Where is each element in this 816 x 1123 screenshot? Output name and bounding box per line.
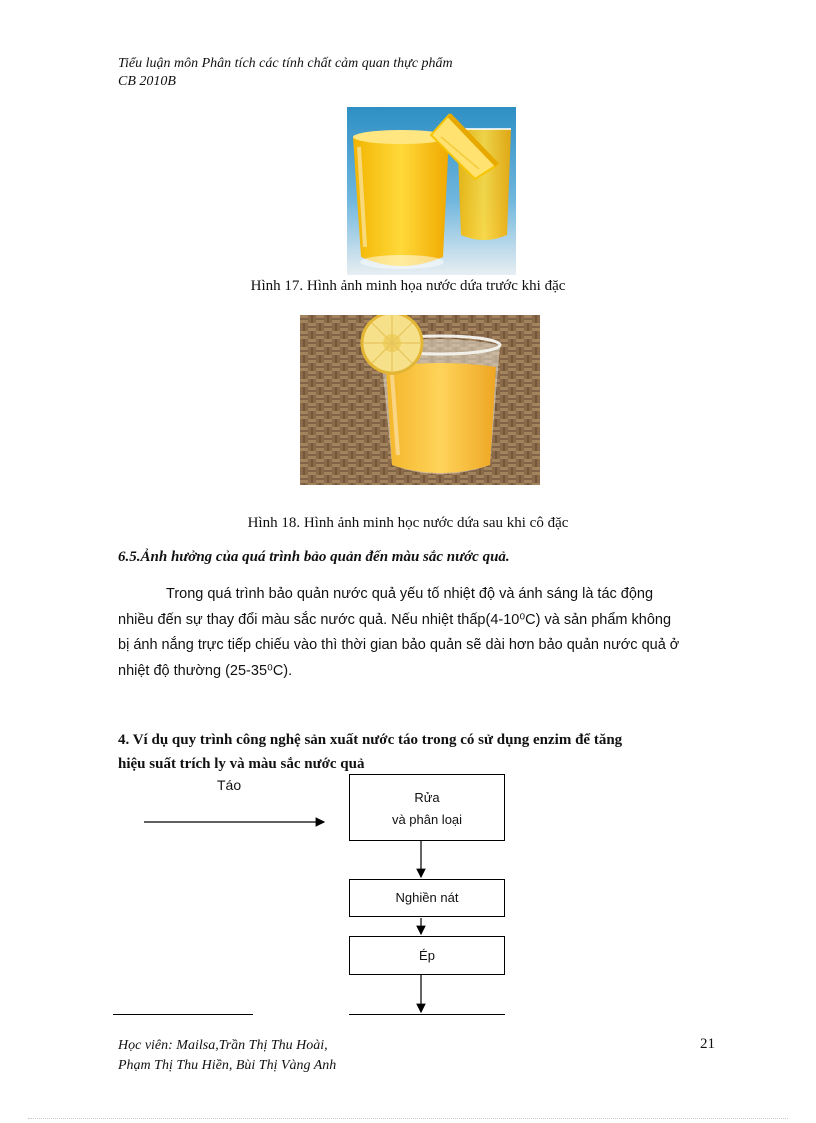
paragraph-line-2: nhiều đến sự thay đổi màu sắc nước quả. Nếu nhiệt thấp(4-10⁰C) và sản phẩm không (118, 611, 672, 628)
step-press (349, 936, 505, 975)
step-crush (349, 879, 505, 917)
step-press-label: Ép (419, 948, 435, 963)
step-wash-label: Rửa (414, 790, 440, 805)
section-6-5-title: 6.5.Ảnh hưởng của quá trình bảo quản đến màu sắc nước quả. (118, 549, 510, 565)
figure-18-caption: Hình 18. Hình ảnh minh học nước dứa sau khi cô đặc (247, 515, 569, 531)
flow-continuation-rule (349, 1014, 505, 1015)
footer-authors-line-2: Phạm Thị Thu Hiền, Bùi Thị Vàng Anh (118, 1058, 337, 1073)
heading-4-line-1: 4. Ví dụ quy trình công nghệ sản xuất nước táo trong có sử dụng enzim để tăng (118, 732, 623, 748)
pineapple-juice-photo-after (300, 315, 540, 485)
step-sort-label: và phân loại (391, 812, 463, 827)
running-header-title: Tiểu luận môn Phân tích các tính chất cảm quan thực phẩm (118, 56, 453, 71)
figure-17-caption: Hình 17. Hình ảnh minh họa nước dứa trước khi đặc (250, 278, 566, 294)
footer-authors-line-1: Học viên: Mailsa,Trần Thị Thu Hoài, (118, 1038, 328, 1053)
pineapple-juice-photo-before (347, 107, 516, 275)
paragraph-line-3: bị ánh nắng trực tiếp chiếu vào thì thời gian bảo quản sẽ dài hơn bảo quản nước quả ở (118, 637, 680, 653)
page-number: 21 (700, 1036, 715, 1052)
heading-4-line-2: hiệu suất trích ly và màu sắc nước quả (118, 756, 365, 772)
paragraph-line-4: nhiệt độ thường (25-35⁰C). (118, 662, 293, 679)
running-header-class: CB 2010B (118, 74, 176, 89)
step-crush-label: Nghiền nát (395, 890, 459, 905)
paragraph-line-1: Trong quá trình bảo quản nước quả yếu tố nhiệt độ và ánh sáng là tác động (166, 586, 654, 602)
footnote-separator (113, 1014, 253, 1015)
input-label-tao: Táo (217, 777, 242, 793)
page-bottom-edge (28, 1118, 788, 1119)
step-wash-and-sort (349, 774, 505, 841)
